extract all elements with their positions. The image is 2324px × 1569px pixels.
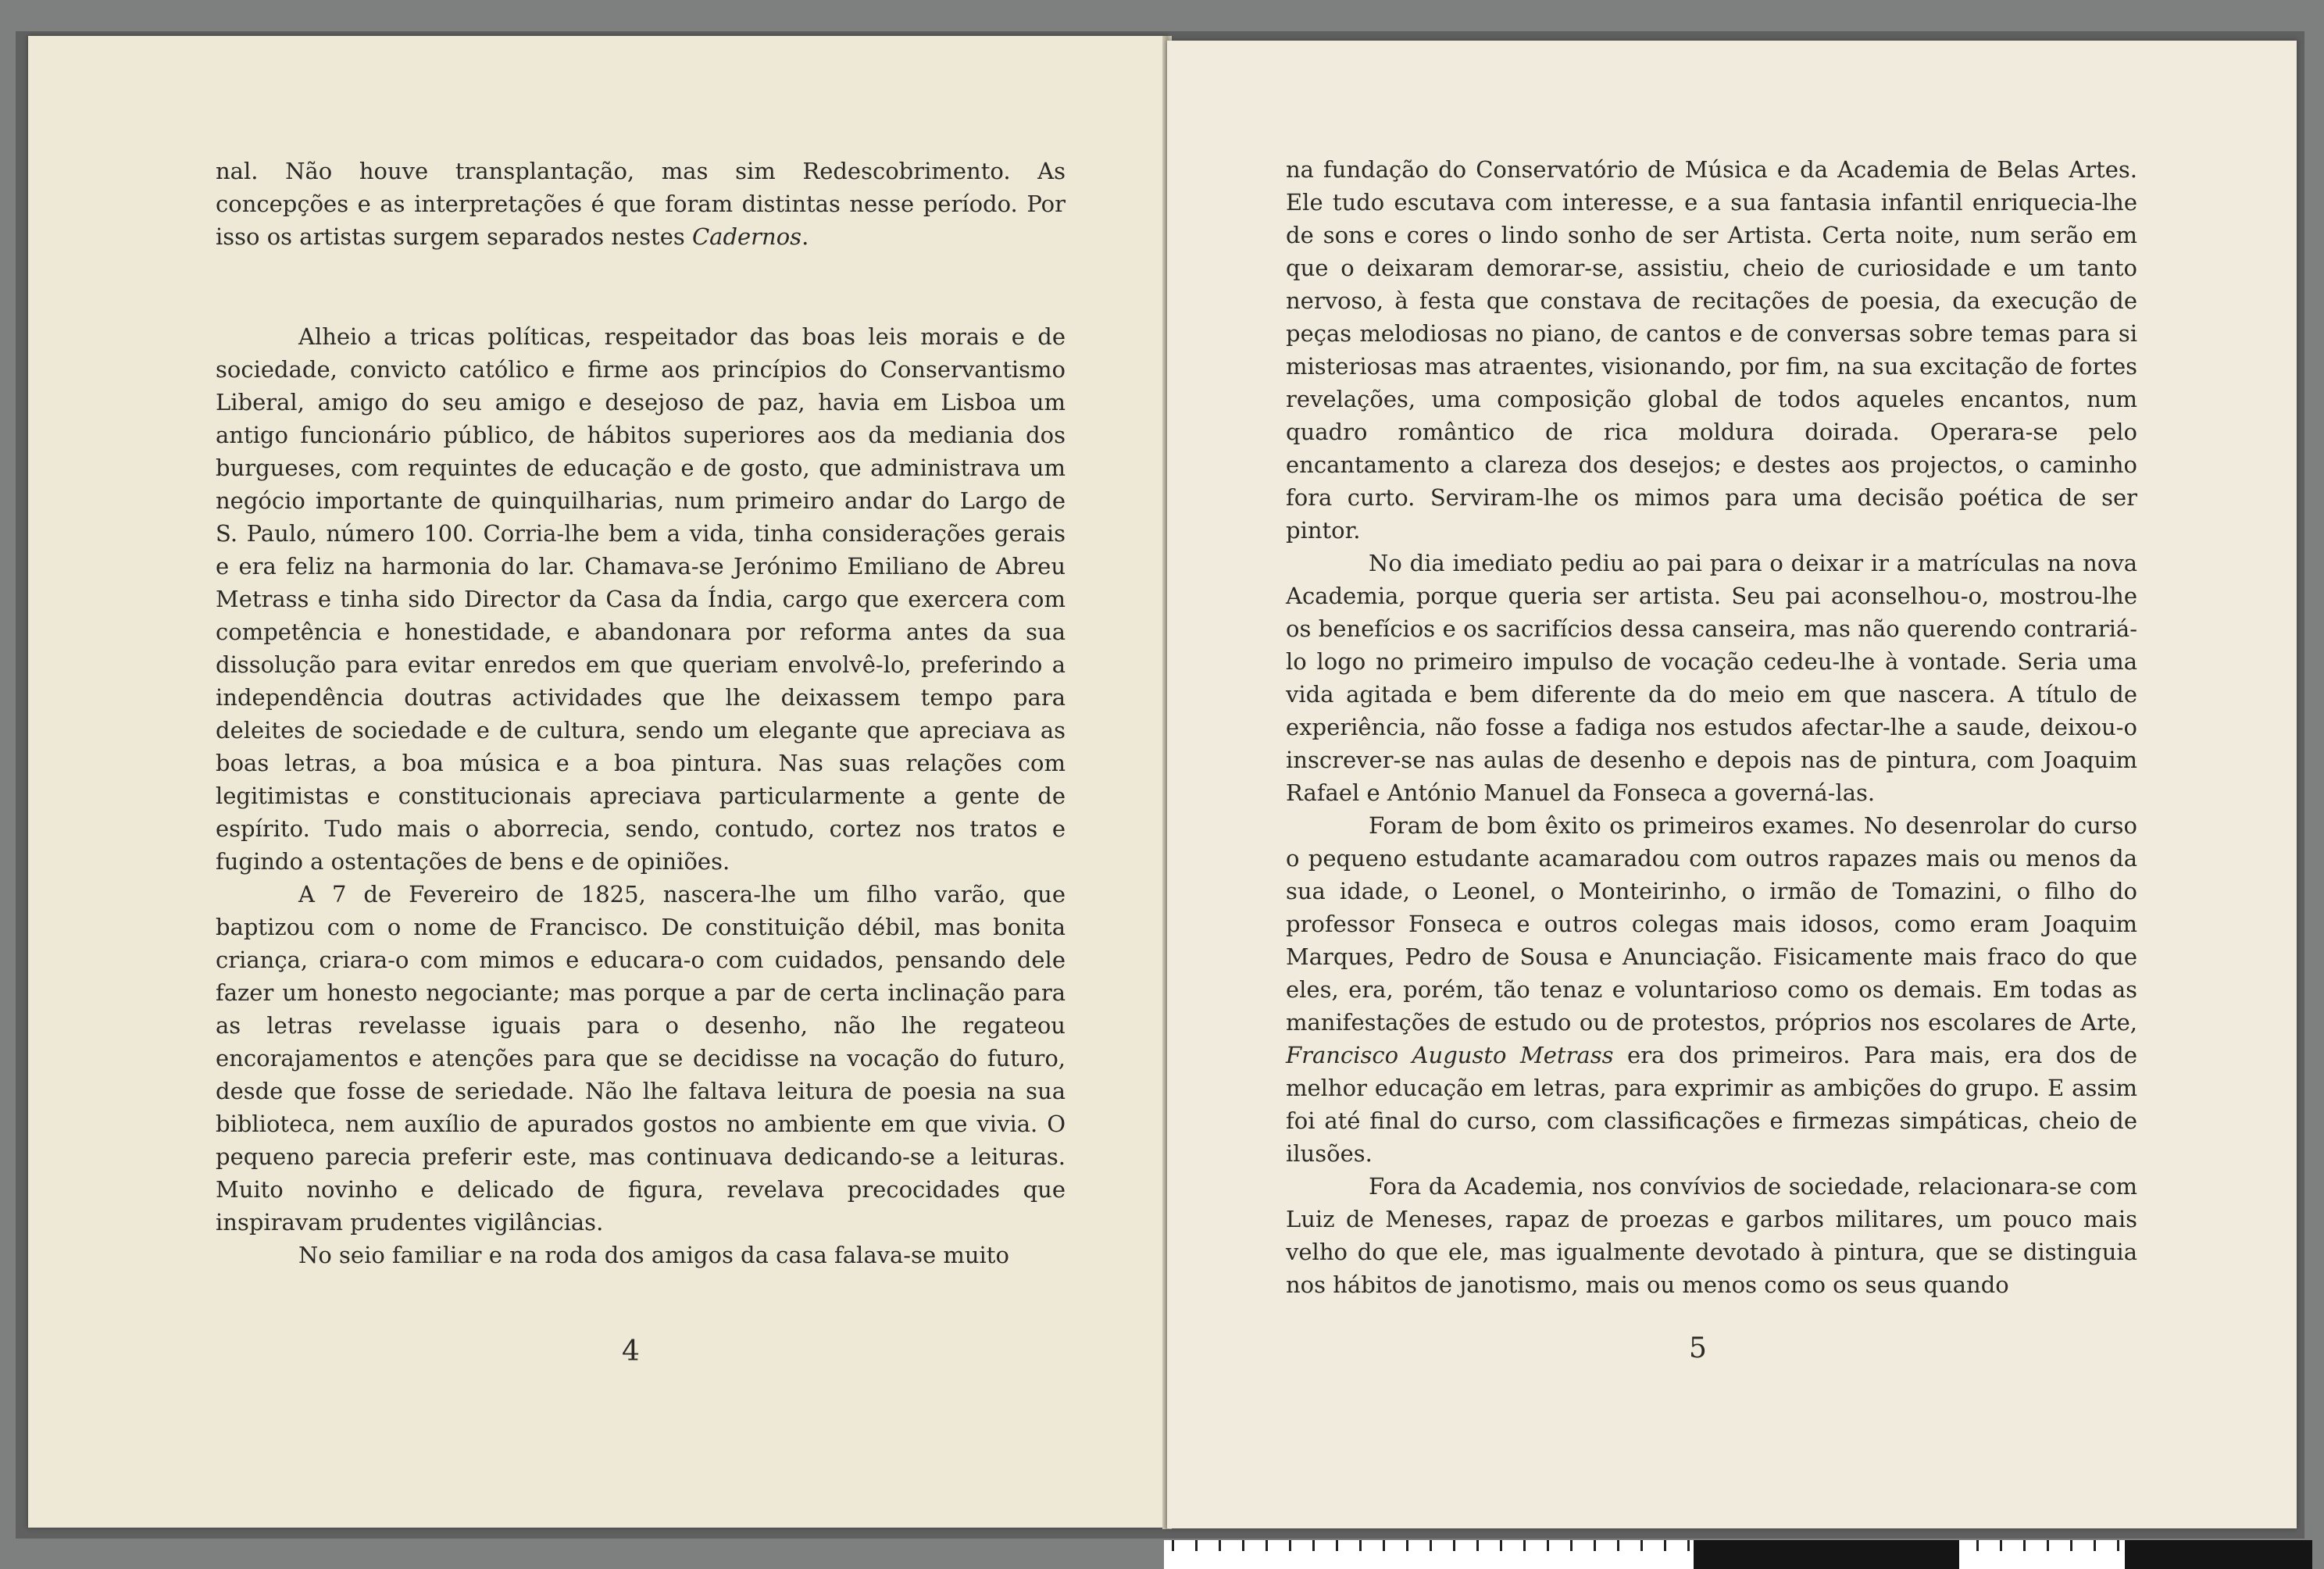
ruler-tick — [1359, 1540, 1362, 1551]
ruler-tick — [1547, 1540, 1549, 1551]
ruler-tick — [1664, 1540, 1666, 1551]
scale-ruler — [1164, 1540, 2312, 1569]
left-paragraph-3: A 7 de Fevereiro de 1825, nascera-lhe um filho varão, que baptizou com o nome de Francisco. De constituição débil, mas bonita criança, criara-o com mimos e educara-o com cuidados, pensando dele fazer um honesto negociante; mas porque a par de certa inclinação para as letras revelasse iguais para o desenho, não lhe regateou encorajamentos e atenções para que se decidisse na vocação do futuro, desde que fosse de seriedade. Não lhe faltava leitura de poesia na sua biblioteca, nem auxílio de apurados gostos no ambiente em que vivia. O pequeno parecia preferir este, mas continuava dedicando-se a leituras. Muito novinho e delicado de figura, revelava precocidades que inspiravam prudentes vigilâncias. — [216, 881, 1066, 1236]
ruler-tick — [1976, 1540, 1979, 1551]
ruler-tick — [1640, 1540, 1643, 1551]
ruler-tick — [1687, 1540, 1690, 1551]
cadernos-italic: Cadernos — [691, 223, 802, 250]
left-paragraph-1-tail: . — [801, 223, 809, 250]
left-page-text — [216, 155, 1066, 1271]
ruler-tick — [1500, 1540, 1502, 1551]
ruler-tick — [1594, 1540, 1596, 1551]
ruler-tick — [2047, 1540, 2049, 1551]
ruler-tick — [1523, 1540, 1526, 1551]
ruler-black-block — [1694, 1540, 1959, 1569]
left-paragraph-4: No seio familiar e na roda dos amigos da casa falava-se muito — [298, 1242, 1009, 1268]
ruler-tick — [2117, 1540, 2119, 1551]
right-paragraph-3 — [1286, 809, 2137, 1170]
right-paragraph-3-text: Foram de bom êxito os primeiros exames. No desenrolar do curso o pequeno estudante acamaradou com outros rapazes mais ou menos da sua idade, o Leonel, o Monteirinho, o irmão de Tomazini, o filho do professor Fonseca e outros colegas mais idosos, como eram Joaquim Marques, Pedro de Sousa e Anunciação. Fisicamente mais fraco do que eles, era, porém, tão tenaz e voluntarioso como os demais. Em todas as manifestações de estudo ou de protestos, próprios nos escolares de Arte, — [1286, 812, 2137, 1036]
ruler-tick — [1289, 1540, 1291, 1551]
left-page — [28, 36, 1169, 1528]
name-italic: Francisco Augusto Metrass — [1286, 1042, 1614, 1068]
ruler-tick — [1336, 1540, 1338, 1551]
ruler-tick — [1430, 1540, 1432, 1551]
ruler-tick — [2000, 1540, 2002, 1551]
left-paragraph-2: Alheio a tricas políticas, respeitador das boas leis morais e de sociedade, convicto católico e firme aos princípios do Conservantismo Liberal, amigo do seu amigo e desejoso de paz, havia em Lisboa um antigo funcionário público, de hábitos superiores aos da mediania dos burgueses, com requintes de educação e de gosto, que administrava um negócio importante de quinquilharias, num primeiro andar do Largo de S. Paulo, número 100. Corria-lhe bem a vida, tinha considerações gerais e era feliz na harmonia do lar. Chamava-se Jerónimo Emiliano de Abreu Metrass e tinha sido Director da Casa da Índia, cargo que exercera com competência e honestidade, e abandonara por reforma antes da sua dissolução para evitar enredos em que queriam envolvê-lo, preferindo a independência doutras actividades que lhe deixassem tempo para deleites de sociedade e de cultura, sendo um elegante que apreciava as boas letras, a boa música e a boa pintura. Nas suas relações com legitimistas e constitucionais apreciava particularmente a gente de espírito. Tudo mais o aborrecia, sendo, contudo, cortez nos tratos e fugindo a ostentações de bens e de opiniões. — [216, 323, 1066, 875]
page-number-left: 4 — [622, 1335, 640, 1368]
ruler-tick — [1406, 1540, 1408, 1551]
paragraph-gap — [216, 253, 1066, 320]
ruler-tick — [1266, 1540, 1268, 1551]
left-paragraph-1 — [216, 155, 1066, 253]
right-paragraph-3-tail: era dos primeiros. Para mais, era dos de melhor educação em letras, para exprimir as ambições do grupo. E assim foi até final do curso, com classificações e firmezas simpáticas, cheio de ilusões. — [1286, 1042, 2137, 1167]
right-page — [1167, 41, 2297, 1528]
ruler-tick — [1172, 1540, 1174, 1551]
ruler-tick — [2070, 1540, 2072, 1551]
ruler-tick — [2094, 1540, 2096, 1551]
ruler-tick — [1242, 1540, 1244, 1551]
left-paragraph-1-text: nal. Não houve transplantação, mas sim Redescobrimento. As concepções e as interpretações é que foram distintas nesse período. Por isso os artistas surgem separados nestes — [216, 158, 1066, 250]
ruler-tick — [1570, 1540, 1573, 1551]
ruler-tick — [1219, 1540, 1221, 1551]
ruler-tick — [1383, 1540, 1385, 1551]
right-paragraph-2: No dia imediato pediu ao pai para o deixar ir a matrículas na nova Academia, porque queria ser artista. Seu pai aconselhou-o, mostrou-lhe os benefícios e os sacrifícios dessa canseira, mas não querendo contrariá-lo logo no primeiro impulso de vocação cedeu-lhe à vontade. Seria uma vida agitada e bem diferente da do meio em que nascera. A título de experiência, não fosse a fadiga nos estudos afectar-lhe a saude, deixou-o inscrever-se nas aulas de desenho e depois nas de pintura, com Joaquim Rafael e António Manuel da Fonseca a governá-las. — [1286, 550, 2137, 806]
ruler-black-block — [2125, 1540, 2312, 1569]
ruler-tick — [2023, 1540, 2026, 1551]
ruler-tick — [1476, 1540, 1479, 1551]
ruler-tick — [1195, 1540, 1198, 1551]
ruler-tick — [1453, 1540, 1455, 1551]
ruler-tick — [1312, 1540, 1315, 1551]
right-paragraph-4: Fora da Academia, nos convívios de sociedade, relacionara-se com Luiz de Meneses, rapaz de proezas e garbos militares, um pouco mais velho do que ele, mas igualmente devotado à pintura, que se distinguia nos hábitos de janotismo, mais ou menos como os seus quando — [1286, 1173, 2137, 1298]
ruler-tick — [1617, 1540, 1619, 1551]
right-paragraph-1: na fundação do Conservatório de Música e da Academia de Belas Artes. Ele tudo escutava com interesse, e a sua fantasia infantil enriquecia-lhe de sons e cores o lindo sonho de ser Artista. Certa noite, num serão em que o deixaram demorar-se, assistiu, cheio de curiosidade e um tanto nervoso, à festa que constava de recitações de poesia, da execução de peças melodiosas no piano, de cantos e de conversas sobre temas para si misteriosas mas atraentes, visionando, por fim, na sua excitação de fortes revelações, uma composição global de todos aqueles encantos, num quadro romântico de rica moldura doirada. Operara-se pelo encantamento a clareza dos desejos; e destes aos projectos, o caminho fora curto. Serviram-lhe os mimos para uma decisão poética de ser pintor. — [1286, 156, 2137, 544]
page-number-right: 5 — [1689, 1332, 1707, 1364]
right-page-text — [1286, 153, 2137, 1301]
